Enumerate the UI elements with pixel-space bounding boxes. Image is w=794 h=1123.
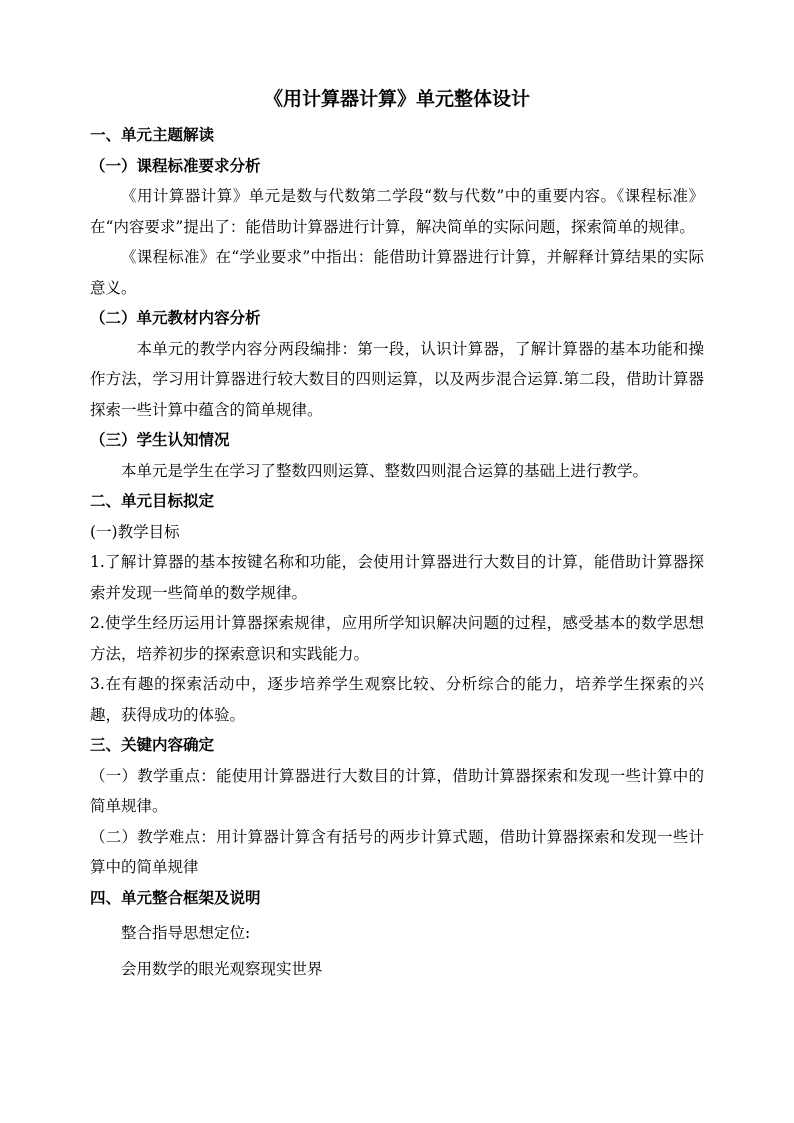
document-title: 《用计算器计算》单元整体设计 bbox=[263, 88, 530, 110]
objective-item-2: 2.使学生经历运用计算器探索规律，应用所学知识解决问题的过程，感受基本的数学思想方法，培养初步的探索意识和实践能力。 bbox=[90, 614, 704, 663]
subsection-heading-1-1: （一）课程标准要求分析 bbox=[90, 156, 261, 175]
objective-item-1: 1.了解计算器的基本按键名称和功能，会使用计算器进行大数目的计算，能借助计算器探索并发现一些简单的数学规律。 bbox=[90, 553, 704, 602]
section-heading-3: 三、关键内容确定 bbox=[90, 736, 215, 754]
paragraph-curriculum-content-requirement: 《用计算器计算》单元是数与代数第二学段“数与代数”中的重要内容。《课程标准》在“内容要求”提出了：能借助计算器进行计算，解决简单的实际问题，探索简单的规律。 bbox=[90, 187, 704, 236]
section-heading-1: 一、单元主题解读 bbox=[90, 126, 215, 144]
paragraph-teaching-focus: （一）教学重点：能使用计算器进行大数目的计算，借助计算器探索和发现一些计算中的简单规律。 bbox=[90, 766, 704, 815]
section-heading-4: 四、单元整合框架及说明 bbox=[90, 888, 261, 907]
paragraph-guiding-idea-1: 会用数学的眼光观察现实世界 bbox=[121, 959, 323, 978]
paragraph-student-cognition: 本单元是学生在学习了整数四则运算、整数四则混合运算的基础上进行教学。 bbox=[121, 461, 649, 480]
subsection-heading-1-3: （三）学生认知情况 bbox=[90, 431, 230, 449]
objective-item-3: 3.在有趣的探索活动中，逐步培养学生观察比较、分析综合的能力，培养学生探索的兴趣，获得成功的体验。 bbox=[90, 675, 704, 724]
subsection-heading-2-1: (一)教学目标 bbox=[90, 522, 180, 541]
subsection-heading-1-2: （二）单元教材内容分析 bbox=[90, 309, 261, 327]
paragraph-teaching-difficulty: （二）教学难点：用计算器计算含有括号的两步计算式题，借助计算器探索和发现一些计算中的简单规律 bbox=[90, 827, 704, 876]
paragraph-curriculum-academic-requirement: 《课程标准》在“学业要求”中指出：能借助计算器进行计算，并解释计算结果的实际意义。 bbox=[90, 248, 704, 297]
paragraph-guiding-idea-label: 整合指导思想定位: bbox=[121, 924, 251, 942]
paragraph-textbook-analysis: 本单元的教学内容分两段编排：第一段，认识计算器，了解计算器的基本功能和操作方法，学习用计算器进行较大数目的四则运算，以及两步混合运算.第二段，借助计算器探索一些计算中蕴含的简单规律。 bbox=[90, 339, 704, 419]
document-page bbox=[90, 86, 704, 984]
section-heading-2: 二、单元目标拟定 bbox=[90, 492, 215, 510]
